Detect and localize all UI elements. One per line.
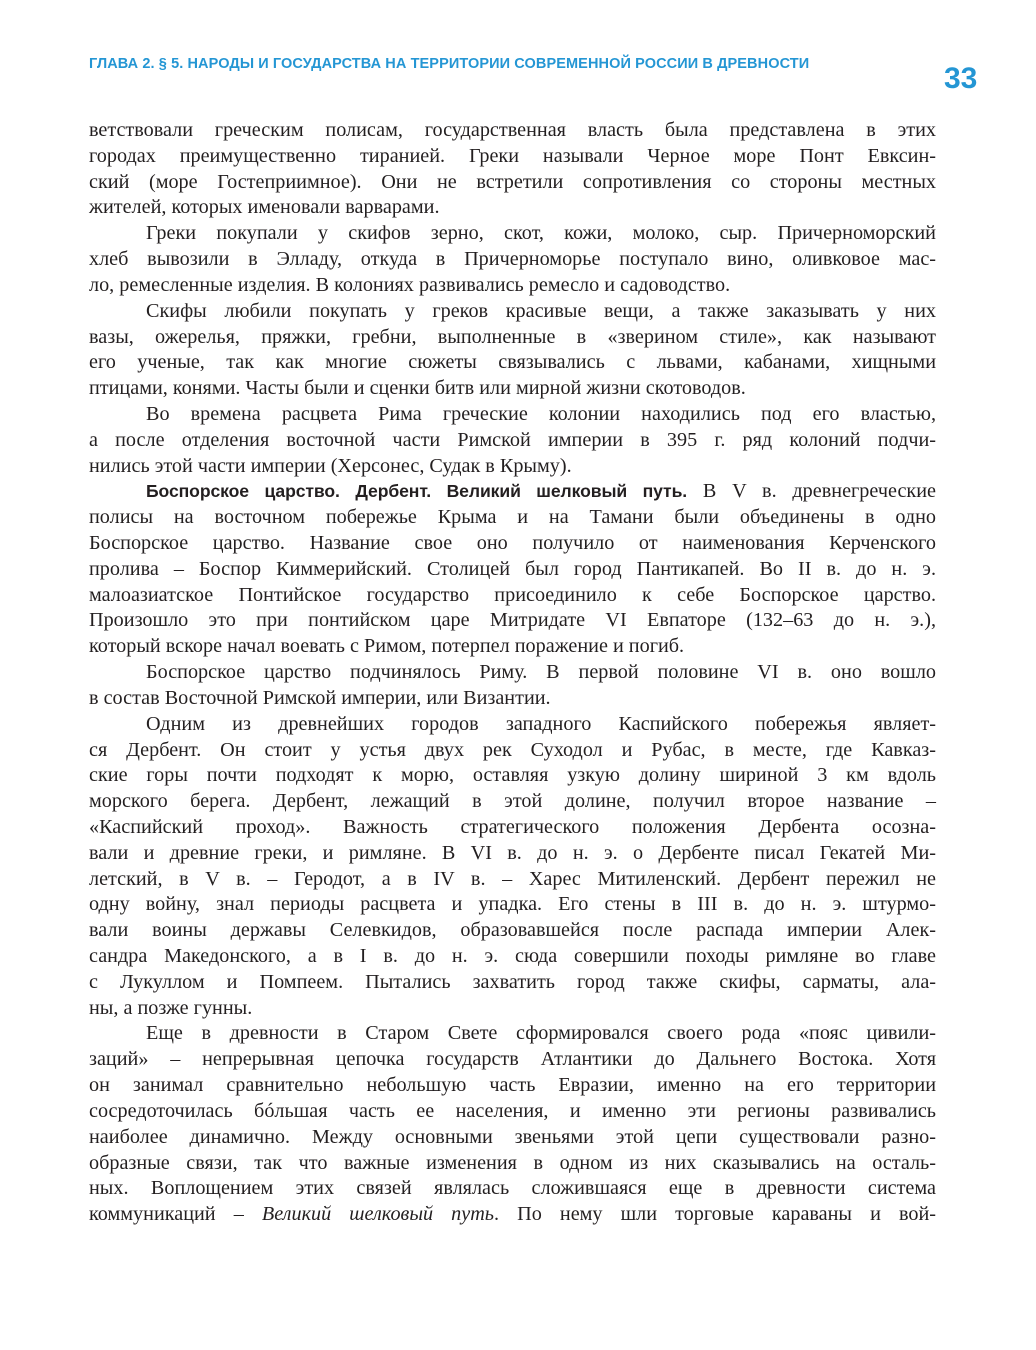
text-line: образные связи, так что важные изменения в одном из них сказывались на осталь- bbox=[89, 1151, 936, 1174]
text-line: хлеб вывозили в Элладу, откуда в Причерноморье поступало вино, оливковое мас- bbox=[89, 248, 936, 271]
text-line: вазы, ожерелья, пряжки, гребни, выполненные в «зверином стиле», как называют bbox=[89, 325, 936, 348]
text-line: в состав Восточной Римской империи, или Византии. bbox=[89, 686, 551, 709]
text-line: Еще в древности в Старом Свете сформировался своего рода «пояс цивили- bbox=[146, 1022, 936, 1045]
text-line: Во времена расцвета Рима греческие колонии находились под его властью, bbox=[146, 402, 936, 425]
text-line: а после отделения восточной части Римской империи в 395 г. ряд колоний подчи- bbox=[89, 428, 936, 451]
text-line: птицами, конями. Часты были и сценки битв или мирной жизни скотоводов. bbox=[89, 377, 746, 400]
text-line: одну войну, знал периоды расцвета и упадка. Его стены в III в. до н. э. штурмо- bbox=[89, 893, 936, 916]
section-heading: Боспорское царство. Дербент. Великий шелковый путь. bbox=[146, 481, 688, 502]
text-line: ло, ремесленные изделия. В колониях развивались ремесло и садоводство. bbox=[89, 273, 731, 296]
paragraph bbox=[89, 402, 936, 479]
running-head: ГЛАВА 2. § 5. НАРОДЫ И ГОСУДАРСТВА НА ТЕРРИТОРИИ СОВРЕМЕННОЙ РОССИИ В ДРЕВНОСТИ bbox=[89, 56, 810, 72]
text-line bbox=[89, 479, 936, 505]
text-line: Одним из древнейших городов западного Каспийского побережья являет- bbox=[146, 712, 936, 735]
text-line: Боспорское царство. Название свое оно получило от наименования Керченского bbox=[89, 532, 936, 554]
text-line: Произошло это при понтийском царе Митридате VI Евпаторе (132–63 до н. э.), bbox=[89, 609, 936, 632]
text-line: ны, а позже гунны. bbox=[89, 996, 253, 1019]
text-line: жителей, которых именовали варварами. bbox=[89, 196, 440, 219]
text-line: его ученые, так как многие сюжеты связывались с львами, кабанами, хищными bbox=[89, 351, 936, 374]
paragraph bbox=[89, 712, 936, 1022]
text-line: вали и древние греки, и римляне. В VI в. до н. э. о Дербенте писал Гекатей Ми- bbox=[89, 841, 936, 864]
paragraph bbox=[89, 221, 936, 298]
text-line: ных. Воплощением этих связей являлась сложившаяся еще в древности система bbox=[89, 1177, 936, 1200]
text-line: ветствовали греческим полисам, государственная власть была представлена в этих bbox=[89, 119, 936, 141]
text-line: городах преимущественно тиранией. Греки называли Черное море Понт Евксин- bbox=[89, 144, 936, 167]
text-fragment: . По нему шли торговые караваны и вой- bbox=[494, 1203, 936, 1226]
text-line: малоазиатское Понтийское государство присоединило к себе Боспорское царство. bbox=[89, 583, 936, 606]
text-line: «Каспийский проход». Важность стратегического положения Дербента осозна- bbox=[89, 815, 936, 838]
text-line: Скифы любили покупать у греков красивые вещи, а также заказывать у них bbox=[146, 299, 936, 322]
text-line: ся Дербент. Он стоит у устья двух рек Суходол и Рубас, в месте, где Кавказ- bbox=[89, 738, 936, 761]
text-fragment: коммуникаций – bbox=[89, 1203, 262, 1226]
paragraph bbox=[89, 1021, 936, 1228]
text-line: Боспорское царство подчинялось Риму. В первой половине VI в. оно вошло bbox=[146, 661, 936, 684]
text-line: сосредоточилась бóльшая часть ее населения, и именно эти регионы развивались bbox=[89, 1099, 936, 1122]
body-text bbox=[89, 118, 936, 1228]
text-line: летский, в V в. – Геродот, а в IV в. – Харес Митиленский. Дербент пережил не bbox=[89, 867, 936, 890]
text-line: полисы на восточном побережье Крыма и на Тамани были объединены в одно bbox=[89, 506, 936, 529]
text-fragment: В V в. древнегреческие bbox=[687, 480, 937, 503]
text-line: морского берега. Дербент, лежащий в этой долине, получил второе название – bbox=[89, 790, 936, 813]
text-line: ский (море Гостеприимное). Они не встретили сопротивления со стороны местных bbox=[89, 170, 936, 193]
text-line: ские горы почти подходят к морю, оставляя узкую долину шириной 3 км вдоль bbox=[89, 764, 936, 787]
text-line: который вскоре начал воевать с Римом, потерпел поражение и погиб. bbox=[89, 635, 685, 658]
text-line: пролива – Боспор Киммерийский. Столицей был город Пантикапей. Во II в. до н. э. bbox=[89, 557, 936, 580]
text-line: заций» – непрерывная цепочка государств Атлантики до Дальнего Востока. Хотя bbox=[89, 1048, 936, 1071]
paragraph bbox=[89, 118, 936, 221]
text-line: вали воины державы Селевкидов, образовавшейся после распада империи Алек- bbox=[89, 919, 936, 942]
paragraph bbox=[89, 299, 936, 402]
text-line: нились этой части империи (Херсонес, Судак в Крыму). bbox=[89, 454, 572, 477]
paragraph bbox=[89, 660, 936, 712]
text-line bbox=[89, 1202, 936, 1228]
text-line: с Лукуллом и Помпеем. Пытались захватить город также скифы, сарматы, ала- bbox=[89, 970, 936, 993]
italic-term: Великий шелковый путь bbox=[261, 1203, 494, 1226]
text-line: Греки покупали у скифов зерно, скот, кожи, молоко, сыр. Причерноморский bbox=[146, 222, 936, 245]
text-line: он занимал сравнительно небольшую часть Евразии, именно на его территории bbox=[89, 1074, 936, 1097]
text-line: сандра Македонского, а в I в. до н. э. сюда совершили походы римляне во главе bbox=[89, 945, 936, 967]
page-number: 33 bbox=[944, 62, 978, 95]
paragraph bbox=[89, 479, 936, 660]
text-line: наиболее динамично. Между основными звеньями этой цепи существовали разно- bbox=[89, 1125, 936, 1148]
